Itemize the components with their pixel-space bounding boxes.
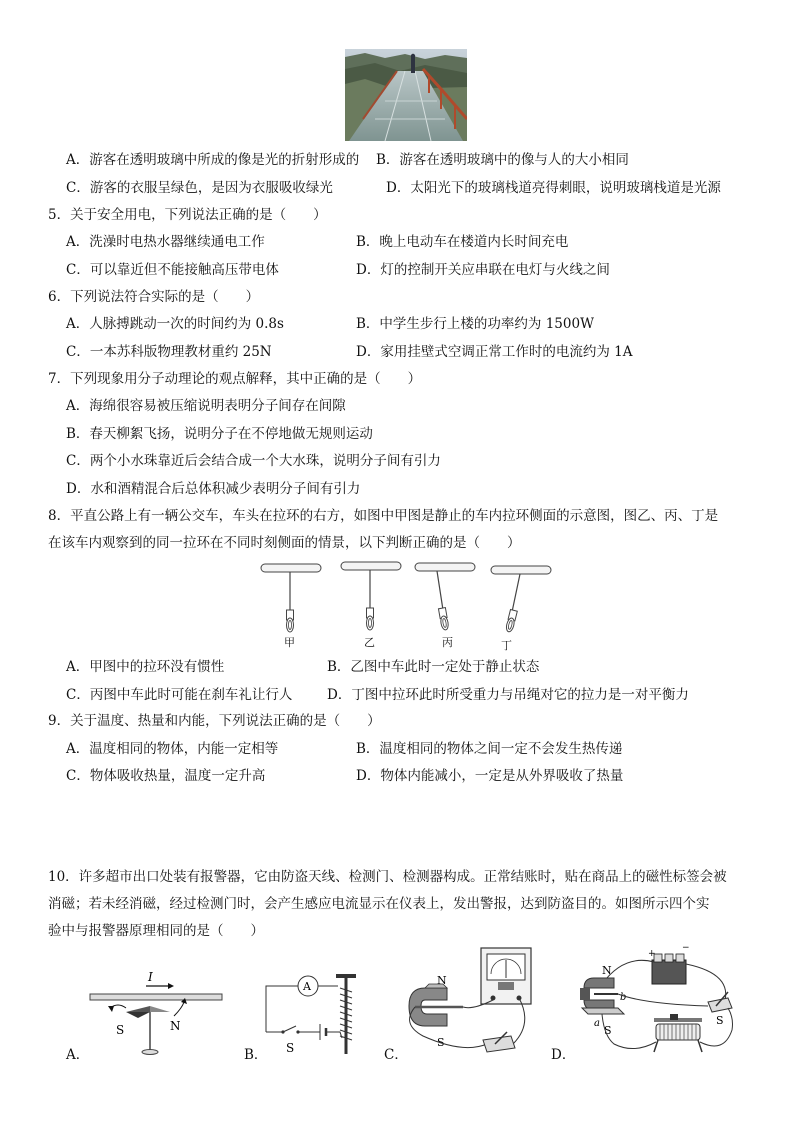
magnet-label-n-d: N: [602, 964, 612, 977]
q6-stem: 6．下列说法符合实际的是（ ）: [48, 289, 260, 305]
q9-stem: 9．关于温度、热量和内能，下列说法正确的是（ ）: [48, 713, 381, 729]
q7-option-b: B．春天柳絮飞扬，说明分子在不停地做无规则运动: [66, 426, 373, 442]
q4-option-d: D．太阳光下的玻璃栈道亮得刺眼，说明玻璃栈道是光源: [386, 180, 721, 196]
q9-option-c: C．物体吸收热量，温度一定升高: [66, 768, 266, 784]
q10-option-a-letter: A．: [66, 1047, 90, 1063]
q8-option-b: B．乙图中车此时一定处于静止状态: [327, 659, 540, 675]
q7-option-a: A．海绵很容易被压缩说明表明分子间存在间隙: [66, 398, 346, 414]
q6-option-d: D．家用挂壁式空调正常工作时的电流约为 1A: [356, 344, 633, 360]
q7-stem: 7．下列现象用分子动理论的观点解释，其中正确的是（ ）: [48, 371, 422, 387]
q8-stem-line1: 8．平直公路上有一辆公交车，车头在拉环的右方，如图中甲图是静止的车内拉环侧面的示意图，图乙、丙、丁是: [48, 508, 719, 524]
current-label-i: I: [148, 970, 153, 984]
magnet-label-s: S: [437, 1036, 445, 1049]
q5-option-d: D．灯的控制开关应串联在电灯与火线之间: [356, 262, 610, 278]
rod-label-b: b: [620, 992, 627, 1003]
rod-label-a: a: [594, 1018, 600, 1029]
q10-figure-d-motor: [574, 944, 744, 1062]
strap-figure-jia: [261, 564, 321, 632]
glass-walkway-photo: [345, 49, 467, 141]
q4-option-a: A．游客在透明玻璃中所成的像是光的折射形成的: [66, 152, 360, 168]
q10-stem-line2: 消磁；若未经消磁，经过检测门时，会产生感应电流显示在仪表上，发出警报，达到防盗目的。如图所示四个实: [48, 896, 710, 912]
q8-label-bing: 丙: [442, 636, 453, 649]
q6-option-a: A．人脉搏跳动一次的时间约为 0.8s: [66, 316, 284, 332]
q6-option-c: C．一本苏科版物理教材重约 25N: [66, 344, 272, 360]
strap-figure-ding: [491, 566, 551, 633]
ammeter-label: A: [303, 980, 311, 993]
switch-label: S: [286, 1041, 295, 1055]
q8-label-ding: 丁: [501, 639, 512, 652]
q4-option-c: C．游客的衣服呈绿色，是因为衣服吸收绿光: [66, 180, 333, 196]
battery-minus-label: −: [682, 944, 690, 953]
q5-option-c: C．可以靠近但不能接触高压带电体: [66, 262, 279, 278]
magnet-label-s-d: S: [604, 1024, 612, 1037]
pole-label-n: N: [170, 1019, 181, 1033]
q5-option-b: B．晚上电动车在楼道内长时间充电: [356, 234, 569, 250]
q8-label-yi: 乙: [364, 636, 375, 649]
battery-plus-label: +: [648, 949, 656, 959]
pole-label-s: S: [116, 1023, 125, 1037]
q10-option-d-letter: D．: [551, 1047, 576, 1063]
q10-figure-b-electromagnet: [262, 968, 372, 1058]
magnet-label-n: N: [437, 974, 447, 987]
q9-option-b: B．温度相同的物体之间一定不会发生热传递: [356, 741, 623, 757]
q8-option-c: C．丙图中车此时可能在刹车礼让行人: [66, 687, 293, 703]
q8-option-d: D．丁图中拉环此时所受重力与吊绳对它的拉力是一对平衡力: [327, 687, 689, 703]
q8-stem-line2: 在该车内观察到的同一拉环在不同时刻侧面的情景，以下判断正确的是（ ）: [48, 535, 521, 551]
switch-label-d: S: [716, 1014, 724, 1027]
q9-option-d: D．物体内能减小，一定是从外界吸收了热量: [356, 768, 624, 784]
q10-stem-line3: 验中与报警器原理相同的是（ ）: [48, 923, 264, 939]
q5-stem: 5．关于安全用电，下列说法正确的是（ ）: [48, 207, 327, 223]
q10-option-b-letter: B．: [244, 1047, 268, 1063]
q7-option-d: D．水和酒精混合后总体积减少表明分子间有引力: [66, 481, 361, 497]
strap-figure-yi: [341, 562, 401, 630]
q10-figure-c-induction: [403, 944, 543, 1064]
q6-option-b: B．中学生步行上楼的功率约为 1500W: [356, 316, 594, 332]
q8-strap-figures: [258, 560, 558, 652]
q10-figure-a-oersted: [88, 968, 228, 1058]
q7-option-c: C．两个小水珠靠近后会结合成一个大水珠，说明分子间有引力: [66, 453, 441, 469]
q8-label-jia: 甲: [284, 636, 295, 649]
q9-option-a: A．温度相同的物体，内能一定相等: [66, 741, 279, 757]
q4-option-b: B．游客在透明玻璃中的像与人的大小相同: [376, 152, 629, 168]
q10-option-c-letter: C．: [384, 1047, 408, 1063]
q8-option-a: A．甲图中的拉环没有惯性: [66, 659, 225, 675]
q5-option-a: A．洗澡时电热水器继续通电工作: [66, 234, 265, 250]
q10-stem-line1: 10．许多超市出口处装有报警器，它由防盗天线、检测门、检测器构成。正常结账时，贴在商品上的磁性标签会被: [48, 869, 727, 885]
strap-figure-bing: [415, 563, 475, 630]
